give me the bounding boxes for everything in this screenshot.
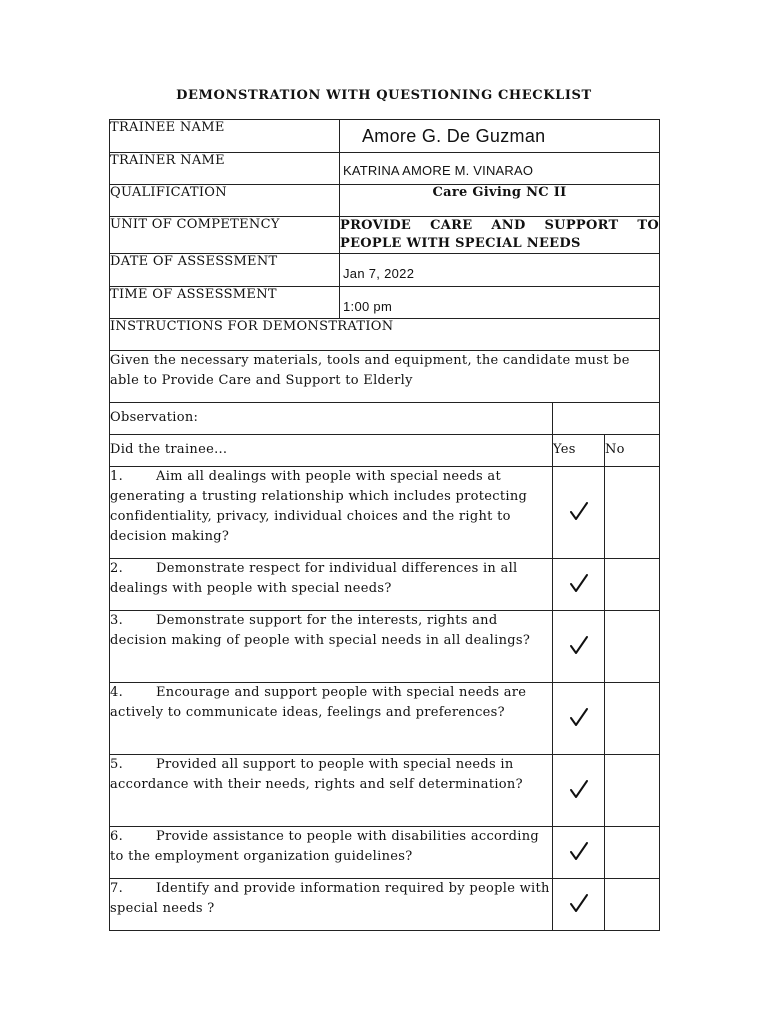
checkmark-icon	[568, 840, 590, 862]
date-of-assessment-label: DATE OF ASSESSMENT	[110, 254, 340, 287]
question-number: 4.	[110, 685, 124, 700]
yes-column-header: Yes	[553, 435, 605, 467]
question-number: 7.	[110, 881, 124, 896]
question-text: Demonstrate support for the interests, rights and decision making of people with special needs in all dealings?	[110, 613, 531, 648]
time-of-assessment-value: 1:00 pm	[343, 299, 393, 314]
checklist-question	[110, 467, 553, 559]
question-text: Identify and provide information required by people with special needs ?	[110, 881, 550, 916]
yes-cell	[553, 879, 605, 931]
question-number: 5.	[110, 757, 124, 772]
time-of-assessment-label: TIME OF ASSESSMENT	[110, 287, 340, 319]
checklist-question	[110, 879, 553, 931]
yes-cell	[553, 683, 605, 755]
question-text: Aim all dealings with people with special needs at generating a trusting relationship which includes protecting confidentiality, privacy, individual choices and the right to decision making?	[110, 469, 528, 544]
checkmark-icon	[568, 634, 590, 656]
checkmark-icon	[568, 892, 590, 914]
yes-cell	[553, 827, 605, 879]
checkmark-icon	[568, 572, 590, 594]
checkmark-icon	[568, 706, 590, 728]
checklist-row	[110, 683, 660, 755]
qualification-label: QUALIFICATION	[110, 185, 340, 217]
time-of-assessment-cell	[340, 287, 660, 319]
question-number: 1.	[110, 469, 124, 484]
qualification-value: Care Giving NC II	[340, 185, 660, 217]
date-of-assessment-value: Jan 7, 2022	[343, 266, 415, 281]
unit-of-competency-label: UNIT OF COMPETENCY	[110, 217, 340, 254]
document-title: DEMONSTRATION WITH QUESTIONING CHECKLIST	[176, 88, 592, 103]
no-cell	[605, 611, 660, 683]
no-cell	[605, 827, 660, 879]
date-of-assessment-cell	[340, 254, 660, 287]
trainee-name-value: Amore G. De Guzman	[362, 126, 546, 146]
checklist-row	[110, 467, 660, 559]
checkmark-icon	[568, 500, 590, 522]
checklist-question	[110, 755, 553, 827]
no-cell	[605, 879, 660, 931]
no-cell	[605, 467, 660, 559]
trainee-name-cell	[340, 120, 660, 153]
checklist-row	[110, 879, 660, 931]
no-column-header: No	[605, 435, 660, 467]
checkmark-icon	[568, 778, 590, 800]
checklist-row	[110, 611, 660, 683]
no-cell	[605, 683, 660, 755]
checklist-question	[110, 611, 553, 683]
trainer-name-value: KATRINA AMORE M. VINARAO	[343, 163, 534, 178]
yes-cell	[553, 467, 605, 559]
checklist-row	[110, 559, 660, 611]
question-number: 6.	[110, 829, 124, 844]
question-text: Provide assistance to people with disabilities according to the employment organization guidelines?	[110, 829, 540, 864]
assessment-info-table	[109, 119, 660, 403]
trainer-name-cell	[340, 153, 660, 185]
no-cell	[605, 559, 660, 611]
checklist-question	[110, 827, 553, 879]
question-text: Provided all support to people with special needs in accordance with their needs, rights and self determination?	[110, 757, 523, 792]
question-text: Encourage and support people with special needs are actively to communicate ideas, feelings and preferences?	[110, 685, 527, 720]
observation-checklist-table	[109, 402, 660, 931]
checklist-row	[110, 827, 660, 879]
checklist-prompt: Did the trainee...	[110, 435, 553, 467]
yes-cell	[553, 611, 605, 683]
checklist-question	[110, 683, 553, 755]
question-number: 3.	[110, 613, 124, 628]
question-number: 2.	[110, 561, 124, 576]
observation-label: Observation:	[110, 403, 553, 435]
instructions-text: Given the necessary materials, tools and equipment, the candidate must be able to Provide Care and Support to Elderly	[110, 351, 660, 403]
instructions-label: INSTRUCTIONS FOR DEMONSTRATION	[110, 319, 660, 351]
checklist-row	[110, 755, 660, 827]
question-text: Demonstrate respect for individual differences in all dealings with people with special needs?	[110, 561, 518, 596]
yes-cell	[553, 755, 605, 827]
no-cell	[605, 755, 660, 827]
trainee-name-label: TRAINEE NAME	[110, 120, 340, 153]
checklist-question	[110, 559, 553, 611]
yes-cell	[553, 559, 605, 611]
observation-blank-cell	[553, 403, 660, 435]
trainer-name-label: TRAINER NAME	[110, 153, 340, 185]
unit-of-competency-value: PROVIDE CARE AND SUPPORT TO PEOPLE WITH SPECIAL NEEDS	[340, 217, 660, 254]
